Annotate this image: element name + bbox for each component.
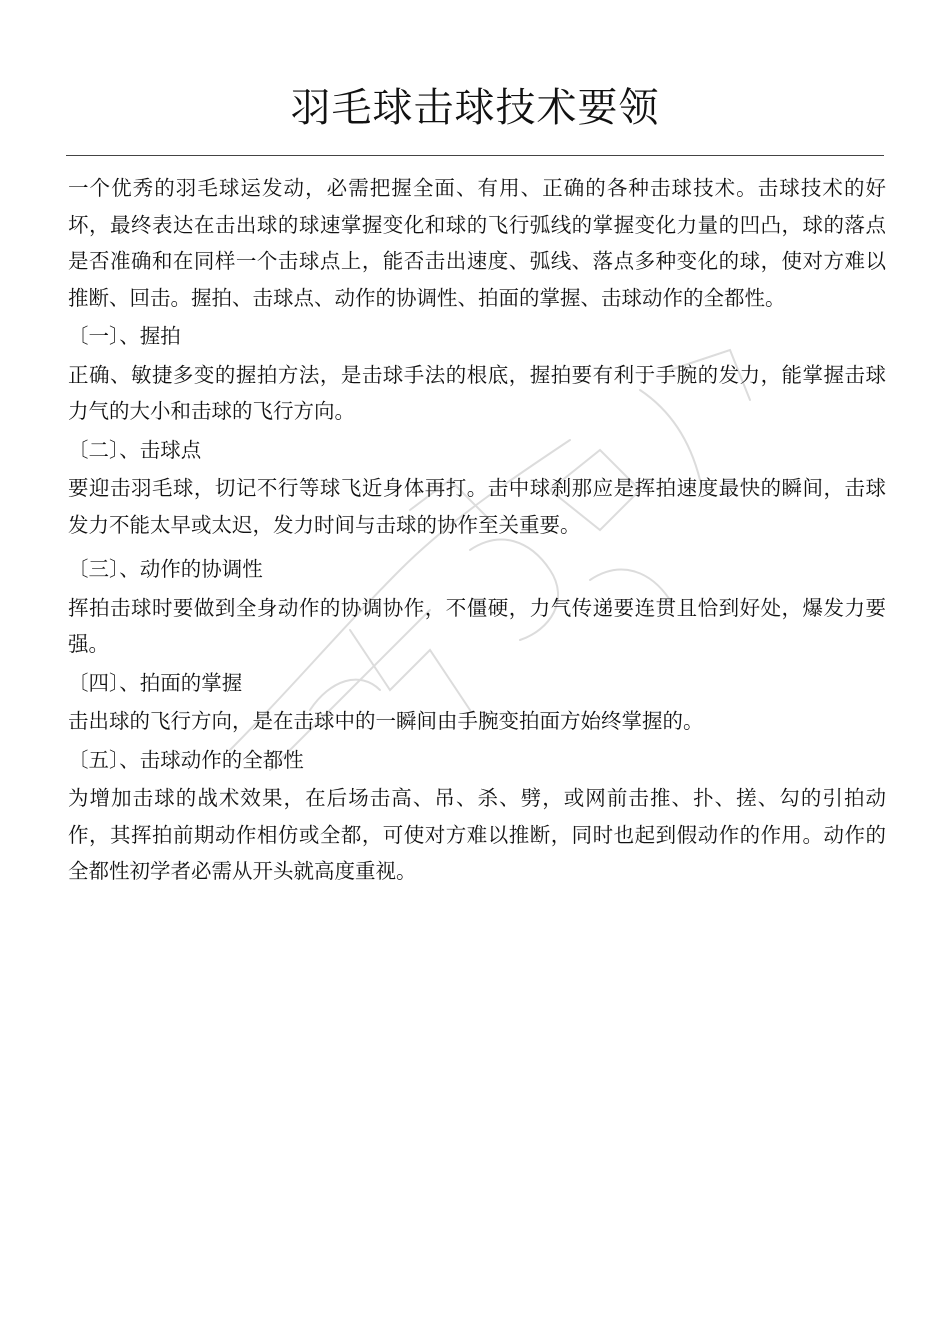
section-2-heading: 〔二〕、击球点: [68, 437, 202, 462]
title-divider: [66, 155, 884, 156]
section-1-body: 正确、敏捷多变的握拍方法，是击球手法的根底，握拍要有利于手腕的发力，能掌握击球力气的大小和击球的飞行方向。: [68, 362, 886, 423]
section-5-heading: 〔五〕、击球动作的全都性: [68, 747, 304, 772]
section-3-body: 挥拍击球时要做到全身动作的协调协作，不僵硬，力气传递要连贯且恰到好处，爆发力要强。: [68, 595, 886, 656]
section-2-body: 要迎击羽毛球，切记不行等球飞近身体再打。击中球刹那应是挥拍速度最快的瞬间，击球发力不能太早或太迟，发力时间与击球的协作至关重要。: [68, 476, 886, 537]
section-5-body: 为增加击球的战术效果，在后场击高、吊、杀、劈，或网前击推、扑、搓、勾的引拍动作，其挥拍前期动作相仿或全都，可使对方难以推断，同时也起到假动作的作用。动作的全都性初学者必需从开头就高度重视。: [68, 786, 886, 883]
section-4-body: 击出球的飞行方向，是在击球中的一瞬间由手腕变拍面方始终掌握的。: [68, 709, 704, 733]
section-3-heading: 〔三〕、动作的协调性: [68, 557, 263, 581]
document-title: 羽毛球击球技术要领: [290, 85, 660, 131]
section-4-heading: 〔四〕、拍面的掌握: [68, 670, 243, 695]
section-1-heading: 〔一〕、握拍: [68, 324, 181, 348]
intro-paragraph: 一个优秀的羽毛球运发动，必需把握全面、有用、正确的各种击球技术。击球技术的好坏，最终表达在击出球的球速掌握变化和球的飞行弧线的掌握变化力量的凹凸，球的落点是否准确和在同样一个击球点上，能否击出速度、弧线、落点多种变化的球，使对方难以推断、回击。握拍、击球点、动作的协调性、拍面的掌握、击球动作的全都性。: [68, 176, 886, 310]
document-body: [68, 170, 886, 890]
